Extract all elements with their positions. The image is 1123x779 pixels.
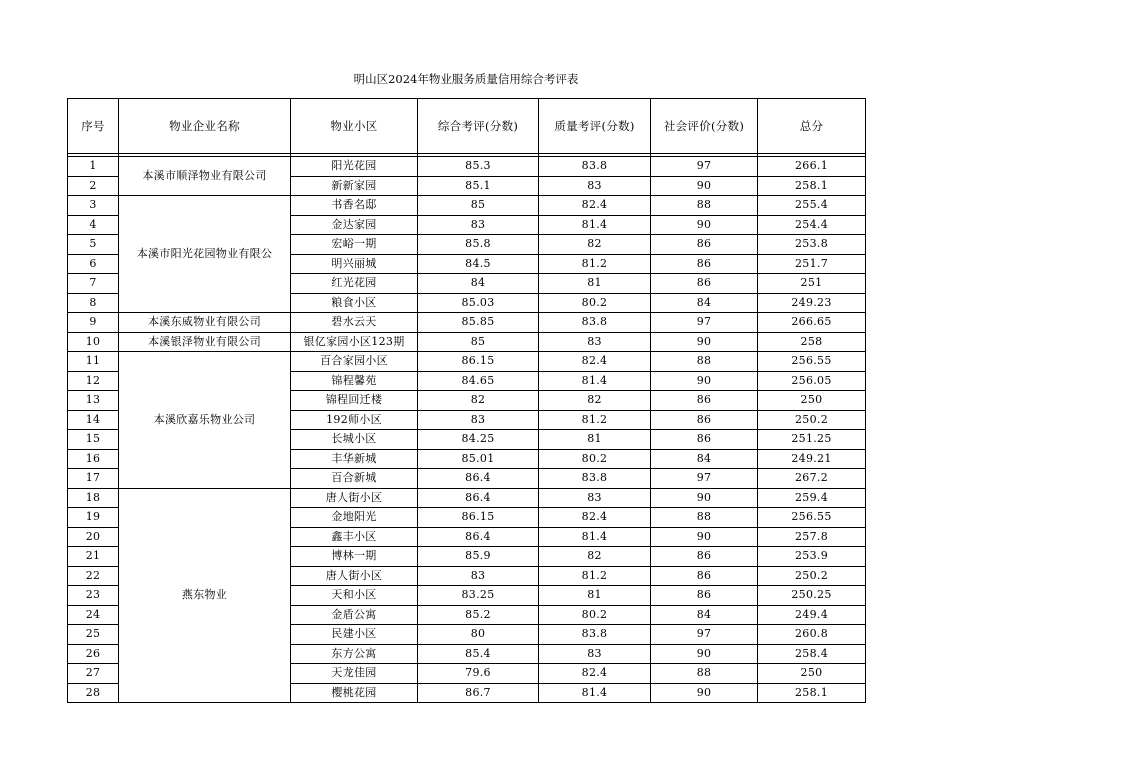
- quality-score-cell: 82.4: [539, 196, 651, 216]
- social-score-cell: 86: [651, 391, 758, 411]
- community-cell: 樱桃花园: [291, 683, 418, 703]
- total-score-cell: 256.05: [758, 371, 866, 391]
- quality-score-cell: 81.2: [539, 566, 651, 586]
- social-score-cell: 88: [651, 664, 758, 684]
- comprehensive-score-cell: 83: [418, 215, 539, 235]
- comprehensive-score-cell: 84.65: [418, 371, 539, 391]
- quality-score-cell: 81.4: [539, 527, 651, 547]
- community-cell: 明兴丽城: [291, 254, 418, 274]
- table-row: [68, 196, 866, 216]
- social-score-cell: 88: [651, 352, 758, 372]
- header-social: 社会评价(分数): [651, 99, 758, 154]
- comprehensive-score-cell: 85.9: [418, 547, 539, 567]
- community-cell: 百合新城: [291, 469, 418, 489]
- row-number: 28: [68, 683, 119, 703]
- quality-score-cell: 81.4: [539, 683, 651, 703]
- row-number: 1: [68, 157, 119, 177]
- total-score-cell: 256.55: [758, 352, 866, 372]
- quality-score-cell: 81: [539, 274, 651, 294]
- community-cell: 红光花园: [291, 274, 418, 294]
- quality-score-cell: 82.4: [539, 508, 651, 528]
- comprehensive-score-cell: 85.4: [418, 644, 539, 664]
- community-cell: 锦程馨苑: [291, 371, 418, 391]
- row-number: 4: [68, 215, 119, 235]
- comprehensive-score-cell: 86.15: [418, 508, 539, 528]
- quality-score-cell: 82.4: [539, 664, 651, 684]
- table-row: [68, 157, 866, 177]
- social-score-cell: 88: [651, 196, 758, 216]
- table-row: [68, 488, 866, 508]
- comprehensive-score-cell: 86.15: [418, 352, 539, 372]
- social-score-cell: 84: [651, 605, 758, 625]
- quality-score-cell: 83.8: [539, 313, 651, 333]
- total-score-cell: 257.8: [758, 527, 866, 547]
- social-score-cell: 90: [651, 527, 758, 547]
- quality-score-cell: 82.4: [539, 352, 651, 372]
- row-number: 10: [68, 332, 119, 352]
- row-number: 23: [68, 586, 119, 606]
- social-score-cell: 90: [651, 176, 758, 196]
- header-no: 序号: [68, 99, 119, 154]
- row-number: 12: [68, 371, 119, 391]
- quality-score-cell: 80.2: [539, 449, 651, 469]
- total-score-cell: 250.2: [758, 566, 866, 586]
- total-score-cell: 253.9: [758, 547, 866, 567]
- row-number: 26: [68, 644, 119, 664]
- total-score-cell: 267.2: [758, 469, 866, 489]
- row-number: 20: [68, 527, 119, 547]
- social-score-cell: 86: [651, 235, 758, 255]
- row-number: 21: [68, 547, 119, 567]
- comprehensive-score-cell: 86.4: [418, 488, 539, 508]
- quality-score-cell: 83.8: [539, 469, 651, 489]
- quality-score-cell: 83: [539, 644, 651, 664]
- community-cell: 天龙佳园: [291, 664, 418, 684]
- community-cell: 金盾公寓: [291, 605, 418, 625]
- total-score-cell: 259.4: [758, 488, 866, 508]
- community-cell: 鑫丰小区: [291, 527, 418, 547]
- row-number: 2: [68, 176, 119, 196]
- header-total: 总分: [758, 99, 866, 154]
- social-score-cell: 97: [651, 313, 758, 333]
- row-number: 22: [68, 566, 119, 586]
- social-score-cell: 86: [651, 566, 758, 586]
- social-score-cell: 97: [651, 625, 758, 645]
- table-row: [68, 352, 866, 372]
- total-score-cell: 258.1: [758, 176, 866, 196]
- comprehensive-score-cell: 85.1: [418, 176, 539, 196]
- social-score-cell: 90: [651, 488, 758, 508]
- quality-score-cell: 82: [539, 235, 651, 255]
- row-number: 8: [68, 293, 119, 313]
- company-name-cell: 本溪市顺泽物业有限公司: [119, 157, 291, 196]
- social-score-cell: 90: [651, 215, 758, 235]
- community-cell: 金地阳光: [291, 508, 418, 528]
- company-name-cell: 本溪欣嘉乐物业公司: [119, 352, 291, 489]
- community-cell: 百合家园小区: [291, 352, 418, 372]
- quality-score-cell: 83.8: [539, 625, 651, 645]
- community-cell: 唐人街小区: [291, 488, 418, 508]
- comprehensive-score-cell: 85.8: [418, 235, 539, 255]
- social-score-cell: 90: [651, 332, 758, 352]
- total-score-cell: 250.2: [758, 410, 866, 430]
- total-score-cell: 258.1: [758, 683, 866, 703]
- row-number: 16: [68, 449, 119, 469]
- social-score-cell: 86: [651, 430, 758, 450]
- row-number: 19: [68, 508, 119, 528]
- header-row: [68, 99, 866, 154]
- company-name-cell: 本溪东威物业有限公司: [119, 313, 291, 333]
- header-comprehensive: 综合考评(分数): [418, 99, 539, 154]
- table-title: 明山区2024年物业服务质量信用综合考评表: [353, 72, 579, 86]
- row-number: 15: [68, 430, 119, 450]
- total-score-cell: 256.55: [758, 508, 866, 528]
- company-name-cell: 本溪市阳光花园物业有限公: [119, 196, 291, 313]
- comprehensive-score-cell: 79.6: [418, 664, 539, 684]
- total-score-cell: 258: [758, 332, 866, 352]
- quality-score-cell: 81.2: [539, 410, 651, 430]
- total-score-cell: 250: [758, 391, 866, 411]
- social-score-cell: 90: [651, 644, 758, 664]
- total-score-cell: 251.7: [758, 254, 866, 274]
- quality-score-cell: 83: [539, 176, 651, 196]
- community-cell: 宏峪一期: [291, 235, 418, 255]
- comprehensive-score-cell: 85.03: [418, 293, 539, 313]
- comprehensive-score-cell: 85.3: [418, 157, 539, 177]
- community-cell: 碧水云天: [291, 313, 418, 333]
- social-score-cell: 86: [651, 274, 758, 294]
- community-cell: 新新家园: [291, 176, 418, 196]
- community-cell: 东方公寓: [291, 644, 418, 664]
- community-cell: 阳光花园: [291, 157, 418, 177]
- total-score-cell: 250.25: [758, 586, 866, 606]
- row-number: 11: [68, 352, 119, 372]
- company-name-cell: 本溪银泽物业有限公司: [119, 332, 291, 352]
- row-number: 3: [68, 196, 119, 216]
- company-name-cell: 燕东物业: [119, 488, 291, 703]
- total-score-cell: 266.1: [758, 157, 866, 177]
- comprehensive-score-cell: 80: [418, 625, 539, 645]
- social-score-cell: 90: [651, 371, 758, 391]
- quality-score-cell: 80.2: [539, 293, 651, 313]
- row-number: 18: [68, 488, 119, 508]
- total-score-cell: 251.25: [758, 430, 866, 450]
- comprehensive-score-cell: 85: [418, 332, 539, 352]
- quality-score-cell: 82: [539, 391, 651, 411]
- community-cell: 丰华新城: [291, 449, 418, 469]
- total-score-cell: 249.21: [758, 449, 866, 469]
- header-quality: 质量考评(分数): [539, 99, 651, 154]
- quality-score-cell: 81.2: [539, 254, 651, 274]
- comprehensive-score-cell: 86.4: [418, 469, 539, 489]
- comprehensive-score-cell: 85.85: [418, 313, 539, 333]
- evaluation-table: [67, 98, 866, 703]
- comprehensive-score-cell: 86.4: [418, 527, 539, 547]
- comprehensive-score-cell: 86.7: [418, 683, 539, 703]
- quality-score-cell: 81.4: [539, 371, 651, 391]
- community-cell: 锦程回迁楼: [291, 391, 418, 411]
- quality-score-cell: 82: [539, 547, 651, 567]
- total-score-cell: 251: [758, 274, 866, 294]
- total-score-cell: 254.4: [758, 215, 866, 235]
- community-cell: 民建小区: [291, 625, 418, 645]
- comprehensive-score-cell: 85.01: [418, 449, 539, 469]
- social-score-cell: 86: [651, 254, 758, 274]
- community-cell: 粮食小区: [291, 293, 418, 313]
- comprehensive-score-cell: 84.5: [418, 254, 539, 274]
- quality-score-cell: 83: [539, 332, 651, 352]
- total-score-cell: 260.8: [758, 625, 866, 645]
- comprehensive-score-cell: 83: [418, 566, 539, 586]
- row-number: 13: [68, 391, 119, 411]
- social-score-cell: 88: [651, 508, 758, 528]
- row-number: 5: [68, 235, 119, 255]
- community-cell: 192师小区: [291, 410, 418, 430]
- row-number: 14: [68, 410, 119, 430]
- total-score-cell: 253.8: [758, 235, 866, 255]
- community-cell: 唐人街小区: [291, 566, 418, 586]
- table-row: [68, 332, 866, 352]
- comprehensive-score-cell: 83.25: [418, 586, 539, 606]
- row-number: 27: [68, 664, 119, 684]
- comprehensive-score-cell: 84.25: [418, 430, 539, 450]
- social-score-cell: 86: [651, 410, 758, 430]
- row-number: 24: [68, 605, 119, 625]
- quality-score-cell: 80.2: [539, 605, 651, 625]
- community-cell: 长城小区: [291, 430, 418, 450]
- header-company: 物业企业名称: [119, 99, 291, 154]
- community-cell: 天和小区: [291, 586, 418, 606]
- row-number: 7: [68, 274, 119, 294]
- comprehensive-score-cell: 83: [418, 410, 539, 430]
- header-community: 物业小区: [291, 99, 418, 154]
- quality-score-cell: 81: [539, 430, 651, 450]
- total-score-cell: 258.4: [758, 644, 866, 664]
- social-score-cell: 90: [651, 683, 758, 703]
- row-number: 17: [68, 469, 119, 489]
- social-score-cell: 84: [651, 449, 758, 469]
- social-score-cell: 86: [651, 547, 758, 567]
- social-score-cell: 97: [651, 469, 758, 489]
- social-score-cell: 86: [651, 586, 758, 606]
- comprehensive-score-cell: 82: [418, 391, 539, 411]
- quality-score-cell: 83.8: [539, 157, 651, 177]
- comprehensive-score-cell: 85: [418, 196, 539, 216]
- total-score-cell: 266.65: [758, 313, 866, 333]
- total-score-cell: 255.4: [758, 196, 866, 216]
- community-cell: 博林一期: [291, 547, 418, 567]
- table-row: [68, 313, 866, 333]
- total-score-cell: 250: [758, 664, 866, 684]
- social-score-cell: 84: [651, 293, 758, 313]
- total-score-cell: 249.4: [758, 605, 866, 625]
- social-score-cell: 97: [651, 157, 758, 177]
- row-number: 6: [68, 254, 119, 274]
- comprehensive-score-cell: 84: [418, 274, 539, 294]
- community-cell: 金达家园: [291, 215, 418, 235]
- total-score-cell: 249.23: [758, 293, 866, 313]
- comprehensive-score-cell: 85.2: [418, 605, 539, 625]
- quality-score-cell: 83: [539, 488, 651, 508]
- row-number: 9: [68, 313, 119, 333]
- quality-score-cell: 81: [539, 586, 651, 606]
- community-cell: 书香名邸: [291, 196, 418, 216]
- quality-score-cell: 81.4: [539, 215, 651, 235]
- community-cell: 银亿家园小区123期: [291, 332, 418, 352]
- row-number: 25: [68, 625, 119, 645]
- table-body: [68, 99, 866, 703]
